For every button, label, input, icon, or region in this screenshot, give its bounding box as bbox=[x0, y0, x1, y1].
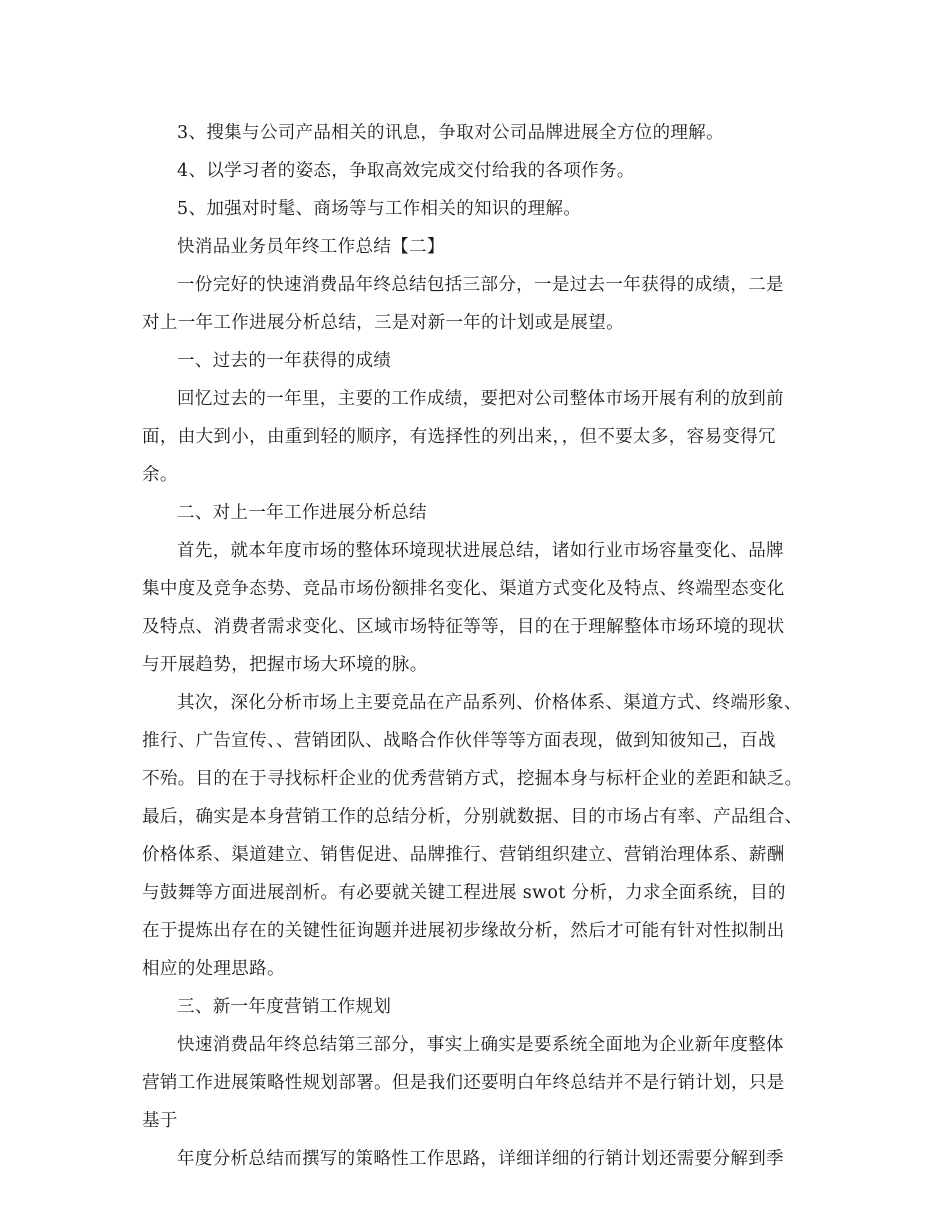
paragraph-line: 不殆。目的在于寻找标杆企业的优秀营销方式，挖掘本身与标杆企业的差距和缺乏。 bbox=[142, 769, 803, 789]
paragraph-line: 在于提炼出存在的关键性征询题并进展初步缘故分析，然后才可能有针对性拟制出 bbox=[142, 921, 785, 941]
paragraph-line: 年度分析总结而撰写的策略性工作思路，详细详细的行销计划还需要分解到季 bbox=[177, 1149, 784, 1169]
paragraph-line: 面，由大到小，由重到轻的顺序，有选择性的列出来，，但不要太多，容易变得冗 bbox=[142, 427, 776, 447]
paragraph-line: 其次，深化分析市场上主要竞品在产品系列、价格体系、渠道方式、终端形象、 bbox=[177, 693, 802, 713]
paragraph-line: 推行、广告宣传、、营销团队、战略合作伙伴等等方面表现，做到知彼知己，百战 bbox=[142, 731, 776, 751]
paragraph-line: 营销工作进展策略性规划部署。但是我们还要明白年终总结并不是行销计划，只是 bbox=[142, 1073, 785, 1093]
list-item-5: 5、加强对时髦、商场等与工作相关的知识的理解。 bbox=[177, 199, 582, 219]
paragraph-line: 基于 bbox=[142, 1111, 178, 1131]
paragraph-line: 一份完好的快速消费品年终总结包括三部分，一是过去一年获得的成绩，二是 bbox=[177, 275, 784, 295]
heading-2: 二、对上一年工作进展分析总结 bbox=[177, 503, 427, 523]
list-item-3: 3、搜集与公司产品相关的讯息，争取对公司品牌进展全方位的理解。 bbox=[177, 123, 724, 143]
paragraph-line: 与鼓舞等方面进展剖析。有必要就关键工程进展 swot 分析，力求全面系统，目的 bbox=[142, 883, 786, 903]
list-item-4: 4、以学习者的姿态，争取高效完成交付给我的各项作务。 bbox=[177, 161, 635, 181]
paragraph-line: 最后，确实是本身营销工作的总结分析，分别就数据、目的市场占有率、产品组合、 bbox=[142, 807, 803, 827]
paragraph-line: 价格体系、渠道建立、销售促进、品牌推行、营销组织建立、营销治理体系、薪酬 bbox=[142, 845, 785, 865]
paragraph-line: 对上一年工作进展分析总结，三是对新一年的计划或是展望。 bbox=[142, 313, 624, 333]
paragraph-line: 及特点、消费者需求变化、区域市场特征等等，目的在于理解整体市场环境的现状 bbox=[142, 617, 785, 637]
paragraph-line: 与开展趋势，把握市场大环境的脉。 bbox=[142, 655, 428, 675]
paragraph-line: 相应的处理思路。 bbox=[142, 959, 285, 979]
paragraph-line: 回忆过去的一年里，主要的工作成绩，要把对公司整体市场开展有利的放到前 bbox=[177, 389, 784, 409]
paragraph-line: 快速消费品年终总结第三部分，事实上确实是要系统全面地为企业新年度整体 bbox=[177, 1035, 784, 1055]
paragraph-line: 首先，就本年度市场的整体环境现状进展总结，诸如行业市场容量变化、品牌 bbox=[177, 541, 784, 561]
document-body bbox=[142, 114, 832, 1178]
paragraph-line: 集中度及竞争态势、竞品市场份额排名变化、渠道方式变化及特点、终端型态变化 bbox=[142, 579, 785, 599]
heading-1: 一、过去的一年获得的成绩 bbox=[177, 351, 392, 371]
section-title: 快消品业务员年终工作总结【二】 bbox=[177, 237, 445, 257]
paragraph-line: 余。 bbox=[142, 465, 178, 485]
heading-3: 三、新一年度营销工作规划 bbox=[177, 997, 392, 1017]
